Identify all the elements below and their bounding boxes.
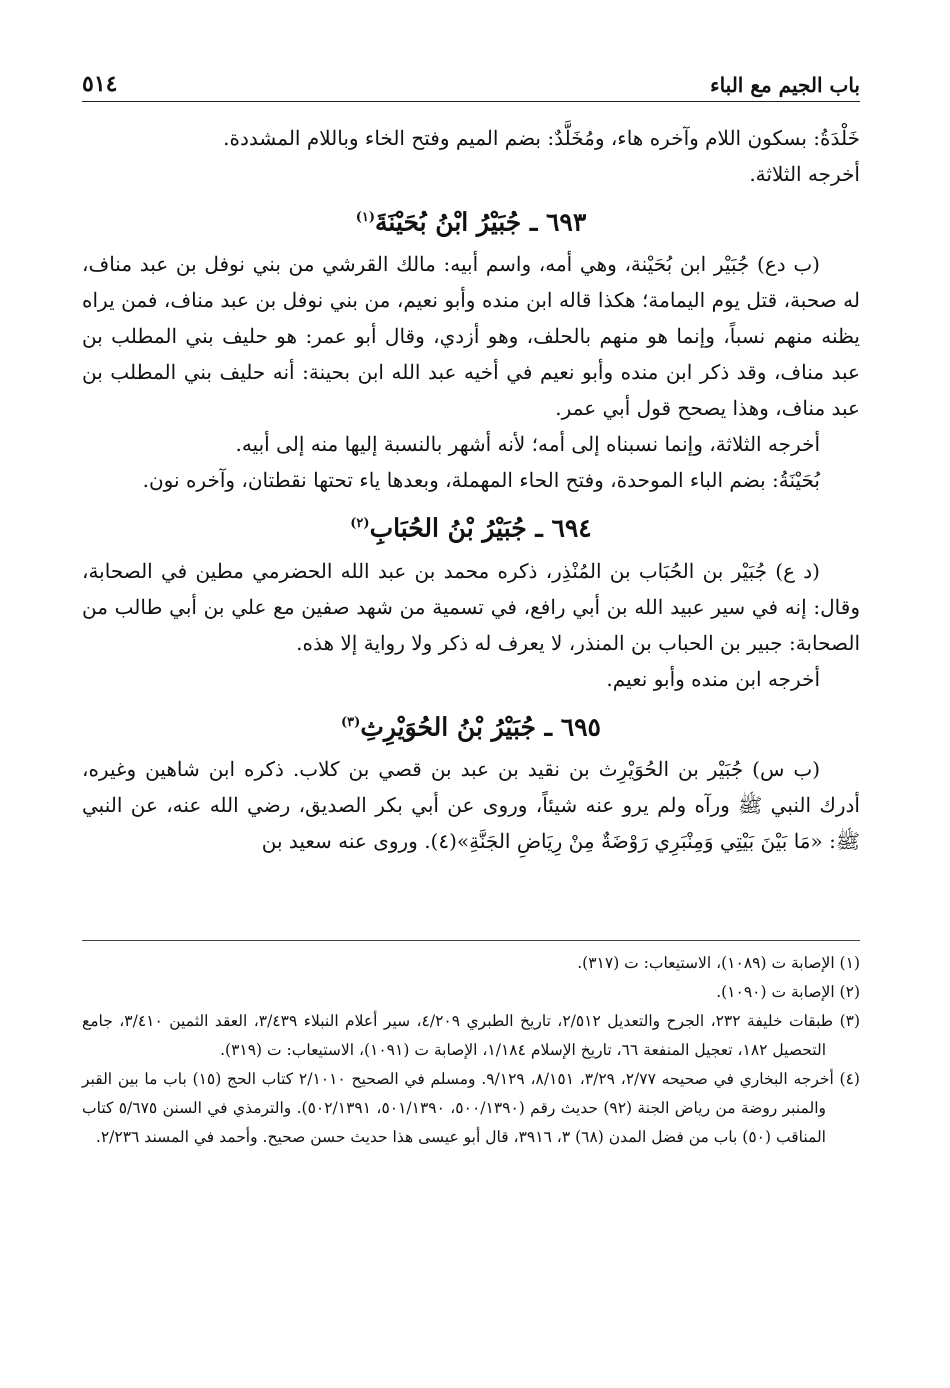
paragraph: أخرجه الثلاثة، وإنما نسبناه إلى أمه؛ لأنه أشهر بالنسبة إليها منه إلى أبيه.	[235, 432, 820, 457]
footnotes	[82, 940, 860, 1152]
entry-title-693	[82, 198, 860, 242]
footnote: (٢) الإصابة ت (١٠٩٠).	[716, 983, 860, 1001]
paragraph: (ب س) جُبَيْر بن الحُوَيْرِث بن نقيد بن عبد بن قصي بن كلاب. ذكره ابن شاهين وغيره، أدرك النبي ﷺ ورآه ولم يرو عنه شيئاً، وروى عن أبي بكر الصديق، رضي الله عنه، عن النبي ﷺ: «مَا بَيْنَ بَيْتِي وَمِنْبَرِي رَوْضَةٌ مِنْ رِيَاضِ الجَنَّةِ»(٤). وروى عنه سعيد بن	[82, 756, 860, 853]
entry-title-text: ٦٩٣ ـ جُبَيْرُ ابْنُ بُحَيْنَةَ	[375, 207, 587, 237]
footnote: (٣) طبقات خليفة ٢٣٢، الجرح والتعديل ٢/٥١٢، تاريخ الطبري ٤/٢٠٩، سير أعلام النبلاء ٣/٤٣٩، العقد الثمين ٣/٤١٠، جامع التحصيل ١٨٢، تعجيل المنفعة ٦٦، تاريخ الإسلام ١/١٨٤، الإصابة ت (١٠٩١)، الاستيعاب: ت (٣١٩).	[82, 1012, 861, 1059]
entry-title-text: ٦٩٥ ـ جُبَيْرُ بْنُ الحُوَيْرِثِ	[360, 711, 601, 741]
entry-title-695	[82, 703, 860, 747]
paragraph: خَلْدَةُ: بسكون اللام وآخره هاء، ومُخَلَّدٌ: بضم الميم وفتح الخاء وباللام المشددة.	[223, 126, 860, 150]
footnote: (١) الإصابة ت (١٠٨٩)، الاستيعاب: ت (٣١٧).	[577, 954, 860, 972]
entry-title-694	[82, 504, 860, 548]
footnote-marker: (٢)	[350, 516, 370, 532]
paragraph: أخرجه الثلاثة.	[749, 162, 860, 186]
footnote-marker: (٣)	[341, 714, 361, 730]
paragraph: بُحَيْنَةُ: بضم الباء الموحدة، وفتح الحاء المهملة، وبعدها ياء تحتها نقطتان، وآخره نون.	[142, 468, 820, 493]
footnote: (٤) أخرجه البخاري في صحيحه ٢/٧٧، ٣/٢٩، ٨/١٥١، ٩/١٢٩. ومسلم في الصحيح ٢/١٠١٠ كتاب الحج (١٥) باب ما بين القبر والمنبر روضة من رياض الجنة (٩٢) حديث رقم (٥٠٠/١٣٩٠، ٥٠١/١٣٩٠، ٥٠٢/١٣٩١). والترمذي في السنن ٥/٦٧٥ كتاب المناقب (٥٠) باب من فضل المدن (٦٨) ٣، ٣٩١٦، قال أبو عيسى هذا حديث حسن صحيح. وأحمد في المسند ٢/٢٣٦.	[82, 1070, 860, 1146]
footnote-marker: (١)	[355, 210, 375, 225]
paragraph: أخرجه ابن منده وأبو نعيم.	[606, 666, 820, 691]
page-number: ٥١٤	[82, 71, 118, 97]
main-text	[82, 120, 860, 859]
entry-title-text: ٦٩٤ ـ جُبَيْرُ بْنُ الحُبَابِ	[369, 513, 592, 543]
paragraph: (ب دع) جُبَيْر ابن بُحَيْنة، وهي أمه، واسم أبيه: مالك القرشي من بني نوفل بن عبد مناف، له صحبة، قتل يوم اليمامة؛ هكذا قاله ابن منده وأبو نعيم، من بني نوفل بن عبد مناف، فمن يراه يظنه منهم نسباً، وإنما هو منهم بالحلف، وهو أزدي، وقال أبو عمر: هو حليف بني المطلب بن عبد مناف، وقد ذكر ابن منده وأبو نعيم في أخيه عبد الله ابن بحينة: أنه حليف بني المطلب بن عبد مناف، وهذا يصحح قول أبي عمر.	[82, 252, 860, 421]
running-title: باب الجيم مع الباء	[710, 73, 860, 97]
paragraph: (د ع) جُبَيْر بن الحُبَاب بن المُنْذِر، ذكره محمد بن عبد الله الحضرمي مطين في الصحابة، وقال: إنه في سير عبيد الله بن أبي رافع، في تسمية من شهد صفين مع علي بن أبي طالب من الصحابة: جبير بن الحباب بن المنذر، لا يعرف له ذكر ولا رواية إلا هذه.	[82, 558, 860, 655]
page-header	[82, 64, 860, 102]
